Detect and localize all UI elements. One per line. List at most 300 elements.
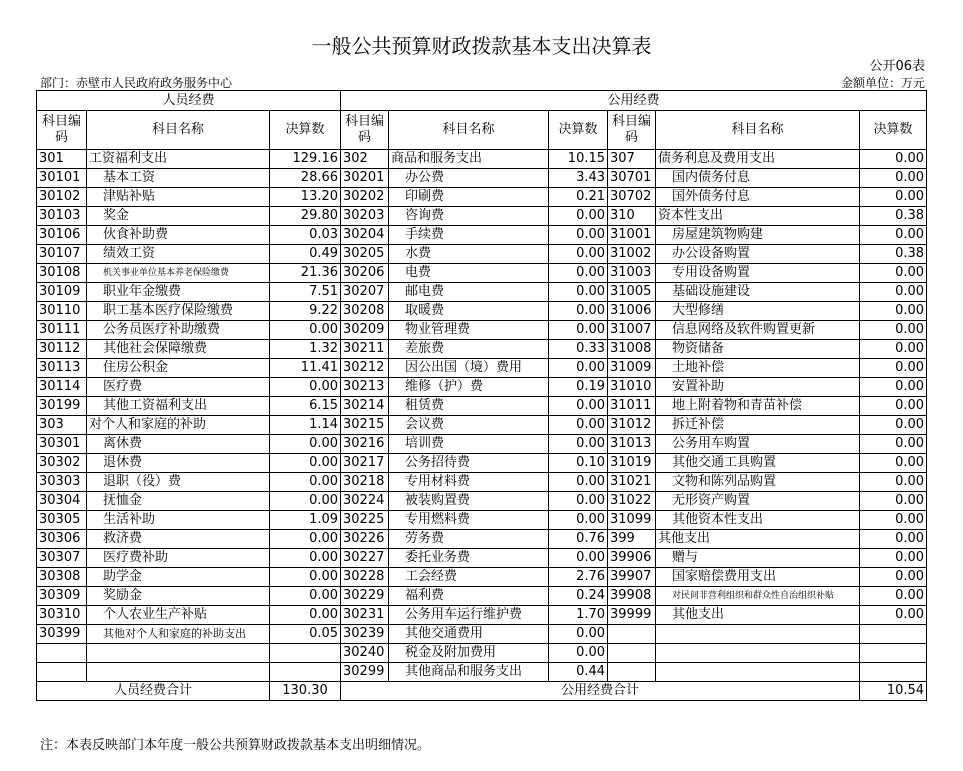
item-code: 31001 — [608, 226, 656, 245]
item-name: 公务用车运行维护费 — [389, 606, 549, 625]
item-code: 303 — [37, 416, 87, 435]
item-name: 离休费 — [87, 435, 270, 454]
item-code: 30106 — [37, 226, 87, 245]
item-name: 其他交通费用 — [389, 625, 549, 644]
item-code: 30199 — [37, 397, 87, 416]
item-name: 职业年金缴费 — [87, 283, 270, 302]
table-row — [37, 511, 927, 530]
item-code: 30107 — [37, 245, 87, 264]
item-code: 31022 — [608, 492, 656, 511]
item-code: 30302 — [37, 454, 87, 473]
item-code: 30103 — [37, 207, 87, 226]
item-amount: 0.00 — [549, 473, 608, 492]
item-code: 31019 — [608, 454, 656, 473]
item-name: 安置补助 — [656, 378, 860, 397]
item-amount: 0.00 — [860, 264, 927, 283]
item-name: 住房公积金 — [87, 359, 270, 378]
item-amount — [860, 625, 927, 644]
amount-header: 决算数 — [860, 111, 927, 150]
table-row — [37, 644, 927, 663]
item-name: 生活补助 — [87, 511, 270, 530]
item-amount: 0.00 — [860, 321, 927, 340]
table-row — [37, 492, 927, 511]
item-amount: 0.03 — [270, 226, 341, 245]
item-code: 31008 — [608, 340, 656, 359]
item-name: 办公费 — [389, 169, 549, 188]
item-code: 30113 — [37, 359, 87, 378]
table-row — [37, 264, 927, 283]
item-name: 取暖费 — [389, 302, 549, 321]
item-code: 30212 — [341, 359, 389, 378]
totals-row — [37, 682, 927, 701]
item-code: 30299 — [341, 663, 389, 682]
item-name: 委托业务费 — [389, 549, 549, 568]
item-code — [608, 625, 656, 644]
item-amount: 0.00 — [270, 492, 341, 511]
item-name: 抚恤金 — [87, 492, 270, 511]
item-name: 其他交通工具购置 — [656, 454, 860, 473]
item-code: 31013 — [608, 435, 656, 454]
item-amount — [270, 644, 341, 663]
item-code: 30207 — [341, 283, 389, 302]
item-name — [87, 644, 270, 663]
item-code: 30239 — [341, 625, 389, 644]
item-amount: 0.00 — [270, 549, 341, 568]
item-name: 工资福利支出 — [87, 150, 270, 169]
item-amount: 0.00 — [549, 625, 608, 644]
item-code: 30204 — [341, 226, 389, 245]
item-code: 31003 — [608, 264, 656, 283]
table-row — [37, 245, 927, 264]
item-amount: 0.00 — [860, 416, 927, 435]
item-code: 30213 — [341, 378, 389, 397]
item-amount: 0.00 — [860, 359, 927, 378]
personnel-total-amount: 130.30 — [270, 682, 341, 701]
item-name: 对个人和家庭的补助 — [87, 416, 270, 435]
item-code: 30231 — [341, 606, 389, 625]
item-name: 邮电费 — [389, 283, 549, 302]
item-name: 工会经费 — [389, 568, 549, 587]
item-amount: 0.00 — [860, 549, 927, 568]
item-amount: 0.76 — [549, 530, 608, 549]
table-row — [37, 454, 927, 473]
item-code: 30309 — [37, 587, 87, 606]
item-code: 30305 — [37, 511, 87, 530]
item-code: 302 — [341, 150, 389, 169]
item-name: 物业管理费 — [389, 321, 549, 340]
item-code: 30102 — [37, 188, 87, 207]
table-row — [37, 606, 927, 625]
item-code: 30228 — [341, 568, 389, 587]
code-header: 科目编码 — [608, 111, 656, 150]
item-code: 30310 — [37, 606, 87, 625]
item-amount: 0.00 — [860, 169, 927, 188]
item-amount: 0.00 — [549, 549, 608, 568]
page-title: 一般公共预算财政拨款基本支出决算表 — [311, 34, 652, 58]
item-name: 助学金 — [87, 568, 270, 587]
item-name: 其他支出 — [656, 530, 860, 549]
item-amount: 10.15 — [549, 150, 608, 169]
item-name: 福利费 — [389, 587, 549, 606]
item-amount: 0.00 — [270, 530, 341, 549]
personnel-total-label: 人员经费合计 — [37, 682, 270, 701]
item-name: 电费 — [389, 264, 549, 283]
item-amount: 0.00 — [270, 473, 341, 492]
item-amount: 0.00 — [549, 264, 608, 283]
item-amount: 0.00 — [549, 416, 608, 435]
item-code: 39908 — [608, 587, 656, 606]
item-amount: 6.15 — [270, 397, 341, 416]
item-code — [37, 663, 87, 682]
item-amount: 0.00 — [860, 302, 927, 321]
item-amount: 0.00 — [549, 397, 608, 416]
public-total-amount: 10.54 — [860, 682, 927, 701]
item-amount: 0.00 — [270, 435, 341, 454]
item-amount: 129.16 — [270, 150, 341, 169]
item-amount: 28.66 — [270, 169, 341, 188]
item-name: 职工基本医疗保险缴费 — [87, 302, 270, 321]
item-name — [87, 663, 270, 682]
item-amount — [860, 663, 927, 682]
item-code: 30399 — [37, 625, 87, 644]
item-amount: 1.14 — [270, 416, 341, 435]
item-code: 31007 — [608, 321, 656, 340]
item-name: 基本工资 — [87, 169, 270, 188]
table-row — [37, 359, 927, 378]
item-amount: 0.10 — [549, 454, 608, 473]
table-row — [37, 283, 927, 302]
item-amount: 0.44 — [549, 663, 608, 682]
department-label: 部门：赤壁市人民政府政务服务中心 — [40, 76, 233, 90]
item-name: 津贴补贴 — [87, 188, 270, 207]
item-amount: 7.51 — [270, 283, 341, 302]
item-amount: 0.00 — [860, 378, 927, 397]
item-amount: 0.00 — [860, 283, 927, 302]
item-name — [656, 625, 860, 644]
item-amount: 0.38 — [860, 207, 927, 226]
item-name: 大型修缮 — [656, 302, 860, 321]
item-name: 手续费 — [389, 226, 549, 245]
item-amount: 0.05 — [270, 625, 341, 644]
item-code: 30205 — [341, 245, 389, 264]
item-amount: 0.19 — [549, 378, 608, 397]
item-code: 31099 — [608, 511, 656, 530]
item-code: 31010 — [608, 378, 656, 397]
item-name: 公务员医疗补助缴费 — [87, 321, 270, 340]
item-name: 差旅费 — [389, 340, 549, 359]
item-name: 其他商品和服务支出 — [389, 663, 549, 682]
item-code: 30303 — [37, 473, 87, 492]
item-name: 公务招待费 — [389, 454, 549, 473]
item-amount: 11.41 — [270, 359, 341, 378]
item-amount: 0.00 — [860, 188, 927, 207]
item-name: 劳务费 — [389, 530, 549, 549]
item-code: 31002 — [608, 245, 656, 264]
item-name: 退职（役）费 — [87, 473, 270, 492]
item-code — [608, 663, 656, 682]
item-name: 医疗费 — [87, 378, 270, 397]
item-name: 基础设施建设 — [656, 283, 860, 302]
item-name: 其他对个人和家庭的补助支出 — [87, 625, 270, 644]
item-amount: 0.00 — [270, 587, 341, 606]
table-row — [37, 568, 927, 587]
item-code: 31012 — [608, 416, 656, 435]
table-row — [37, 188, 927, 207]
item-code: 30307 — [37, 549, 87, 568]
item-name: 债务利息及费用支出 — [656, 150, 860, 169]
item-code: 30206 — [341, 264, 389, 283]
item-code: 30225 — [341, 511, 389, 530]
table-row — [37, 150, 927, 169]
item-amount: 0.00 — [270, 454, 341, 473]
item-amount: 0.00 — [270, 321, 341, 340]
item-name: 商品和服务支出 — [389, 150, 549, 169]
item-amount: 0.49 — [270, 245, 341, 264]
item-amount: 0.00 — [549, 207, 608, 226]
table-row — [37, 435, 927, 454]
item-name: 公务用车购置 — [656, 435, 860, 454]
item-amount: 0.00 — [860, 473, 927, 492]
item-name: 机关事业单位基本养老保险缴费 — [87, 264, 270, 283]
item-amount: 0.00 — [549, 492, 608, 511]
item-code: 31009 — [608, 359, 656, 378]
item-name: 专用燃料费 — [389, 511, 549, 530]
item-name: 维修（护）费 — [389, 378, 549, 397]
table-row — [37, 530, 927, 549]
item-code: 30211 — [341, 340, 389, 359]
item-amount: 0.00 — [549, 435, 608, 454]
item-name: 拆迁补偿 — [656, 416, 860, 435]
item-code: 30215 — [341, 416, 389, 435]
table-row — [37, 226, 927, 245]
item-code: 39907 — [608, 568, 656, 587]
item-name: 地上附着物和青苗补偿 — [656, 397, 860, 416]
item-amount: 0.00 — [270, 378, 341, 397]
item-amount: 21.36 — [270, 264, 341, 283]
item-amount: 3.43 — [549, 169, 608, 188]
item-name: 伙食补助费 — [87, 226, 270, 245]
item-code: 30112 — [37, 340, 87, 359]
item-code: 39999 — [608, 606, 656, 625]
table-row — [37, 587, 927, 606]
form-code: 公开06表 — [869, 59, 925, 74]
item-amount: 0.00 — [860, 454, 927, 473]
item-name: 专用材料费 — [389, 473, 549, 492]
item-amount: 0.00 — [270, 568, 341, 587]
item-name: 国内债务付息 — [656, 169, 860, 188]
item-code: 307 — [608, 150, 656, 169]
item-code: 31011 — [608, 397, 656, 416]
item-code: 30111 — [37, 321, 87, 340]
item-code: 399 — [608, 530, 656, 549]
item-code — [37, 644, 87, 663]
item-code: 30227 — [341, 549, 389, 568]
unit-label: 金额单位：万元 — [840, 76, 925, 90]
table-row — [37, 663, 927, 682]
item-name: 信息网络及软件购置更新 — [656, 321, 860, 340]
item-code: 30208 — [341, 302, 389, 321]
item-code: 31006 — [608, 302, 656, 321]
public-header: 公用经费 — [341, 91, 927, 111]
item-name: 绩效工资 — [87, 245, 270, 264]
item-name: 咨询费 — [389, 207, 549, 226]
item-code: 30203 — [341, 207, 389, 226]
table-row — [37, 625, 927, 644]
item-code: 30301 — [37, 435, 87, 454]
table-row — [37, 397, 927, 416]
item-name: 专用设备购置 — [656, 264, 860, 283]
item-amount: 1.09 — [270, 511, 341, 530]
item-amount — [860, 644, 927, 663]
item-code: 30216 — [341, 435, 389, 454]
item-amount: 0.00 — [860, 397, 927, 416]
item-name: 租赁费 — [389, 397, 549, 416]
item-code: 30304 — [37, 492, 87, 511]
item-code: 30217 — [341, 454, 389, 473]
item-name: 办公设备购置 — [656, 245, 860, 264]
item-amount: 0.00 — [860, 568, 927, 587]
item-amount: 0.00 — [549, 321, 608, 340]
amount-header: 决算数 — [549, 111, 608, 150]
table-row — [37, 207, 927, 226]
item-amount: 0.38 — [860, 245, 927, 264]
item-amount: 1.32 — [270, 340, 341, 359]
table-row — [37, 169, 927, 188]
item-code: 30214 — [341, 397, 389, 416]
item-code: 30229 — [341, 587, 389, 606]
item-amount: 0.00 — [860, 530, 927, 549]
item-name: 国家赔偿费用支出 — [656, 568, 860, 587]
table-row — [37, 340, 927, 359]
item-name: 税金及附加费用 — [389, 644, 549, 663]
item-amount: 0.00 — [549, 359, 608, 378]
item-amount: 0.21 — [549, 188, 608, 207]
item-name: 其他资本性支出 — [656, 511, 860, 530]
item-name: 水费 — [389, 245, 549, 264]
item-amount: 0.00 — [549, 226, 608, 245]
item-code: 30101 — [37, 169, 87, 188]
item-code: 30306 — [37, 530, 87, 549]
item-name: 被装购置费 — [389, 492, 549, 511]
item-amount: 1.70 — [549, 606, 608, 625]
item-amount: 0.24 — [549, 587, 608, 606]
item-name: 退休费 — [87, 454, 270, 473]
item-code: 39906 — [608, 549, 656, 568]
item-name: 培训费 — [389, 435, 549, 454]
item-code: 31005 — [608, 283, 656, 302]
code-header: 科目编码 — [341, 111, 389, 150]
item-amount: 0.00 — [860, 587, 927, 606]
item-code: 30308 — [37, 568, 87, 587]
item-name: 救济费 — [87, 530, 270, 549]
item-code: 30110 — [37, 302, 87, 321]
item-name: 国外债务付息 — [656, 188, 860, 207]
item-amount: 29.80 — [270, 207, 341, 226]
item-name: 因公出国（境）费用 — [389, 359, 549, 378]
item-code — [608, 644, 656, 663]
item-name: 房屋建筑物购建 — [656, 226, 860, 245]
item-code: 30202 — [341, 188, 389, 207]
personnel-header: 人员经费 — [37, 91, 341, 111]
public-total-label: 公用经费合计 — [341, 682, 860, 701]
name-header: 科目名称 — [656, 111, 860, 150]
table-row — [37, 321, 927, 340]
item-code: 30218 — [341, 473, 389, 492]
item-name: 对民间非营利组织和群众性自治组织补贴 — [656, 587, 860, 606]
item-amount: 0.00 — [860, 150, 927, 169]
item-code: 30201 — [341, 169, 389, 188]
table-row — [37, 378, 927, 397]
item-name: 其他支出 — [656, 606, 860, 625]
item-name: 赠与 — [656, 549, 860, 568]
name-header: 科目名称 — [87, 111, 270, 150]
item-amount: 0.00 — [860, 606, 927, 625]
item-amount: 2.76 — [549, 568, 608, 587]
item-name: 会议费 — [389, 416, 549, 435]
code-header: 科目编码 — [37, 111, 87, 150]
item-name: 奖金 — [87, 207, 270, 226]
item-name: 土地补偿 — [656, 359, 860, 378]
table-row — [37, 473, 927, 492]
table-row — [37, 416, 927, 435]
item-amount: 0.00 — [860, 435, 927, 454]
item-name: 无形资产购置 — [656, 492, 860, 511]
item-code: 30114 — [37, 378, 87, 397]
item-amount: 0.00 — [549, 644, 608, 663]
table-row — [37, 302, 927, 321]
item-amount: 0.00 — [549, 511, 608, 530]
item-code: 31021 — [608, 473, 656, 492]
item-amount: 0.00 — [549, 302, 608, 321]
item-amount: 0.00 — [549, 245, 608, 264]
item-amount — [270, 663, 341, 682]
item-name: 物资储备 — [656, 340, 860, 359]
item-amount: 9.22 — [270, 302, 341, 321]
item-amount: 0.00 — [270, 606, 341, 625]
item-amount: 0.00 — [549, 283, 608, 302]
table-row — [37, 549, 927, 568]
item-code: 30240 — [341, 644, 389, 663]
item-name: 医疗费补助 — [87, 549, 270, 568]
item-amount: 0.00 — [860, 226, 927, 245]
item-code: 30226 — [341, 530, 389, 549]
footnote: 注：本表反映部门本年度一般公共预算财政拨款基本支出明细情况。 — [40, 738, 431, 753]
item-code: 30702 — [608, 188, 656, 207]
name-header: 科目名称 — [389, 111, 549, 150]
item-name: 印刷费 — [389, 188, 549, 207]
item-amount: 0.33 — [549, 340, 608, 359]
item-name: 其他工资福利支出 — [87, 397, 270, 416]
amount-header: 决算数 — [270, 111, 341, 150]
item-amount: 0.00 — [860, 340, 927, 359]
item-name — [656, 663, 860, 682]
item-code: 30209 — [341, 321, 389, 340]
item-code: 30224 — [341, 492, 389, 511]
item-name: 其他社会保障缴费 — [87, 340, 270, 359]
item-code: 301 — [37, 150, 87, 169]
item-name — [656, 644, 860, 663]
item-name: 资本性支出 — [656, 207, 860, 226]
item-amount: 13.20 — [270, 188, 341, 207]
item-amount: 0.00 — [860, 492, 927, 511]
item-name: 奖励金 — [87, 587, 270, 606]
item-code: 310 — [608, 207, 656, 226]
item-amount: 0.00 — [860, 511, 927, 530]
item-code: 30108 — [37, 264, 87, 283]
item-name: 个人农业生产补贴 — [87, 606, 270, 625]
item-code: 30109 — [37, 283, 87, 302]
item-name: 文物和陈列品购置 — [656, 473, 860, 492]
